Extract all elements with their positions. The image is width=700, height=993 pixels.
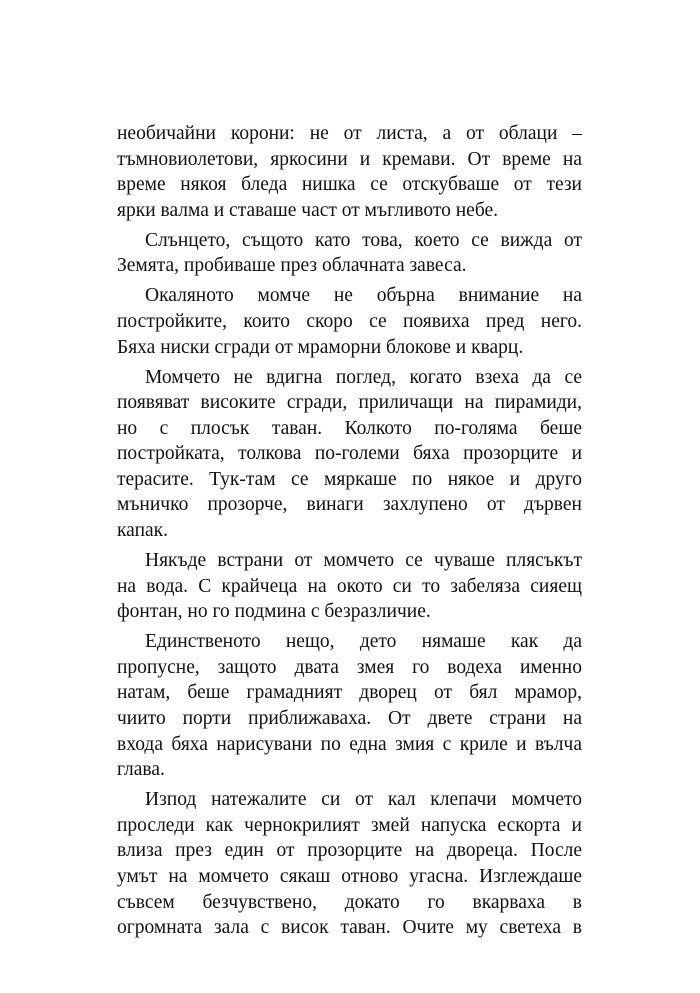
text-line: терасите. Тук-там се мяркаше по някое и друго bbox=[117, 468, 582, 490]
paragraph bbox=[117, 629, 582, 783]
paragraph bbox=[117, 283, 582, 360]
text-line: ярки валма и ставаше част от мъгливото небе. bbox=[117, 199, 499, 221]
text-line: Единственото нещо, дето нямаше как да bbox=[145, 631, 582, 653]
text-line: Някъде встрани от момчето се чуваше плясъкът bbox=[145, 550, 582, 572]
paragraph bbox=[117, 548, 582, 625]
text-line: пропусне, защото двата змея го водеха именно bbox=[117, 656, 582, 678]
text-line: време някоя бледа нишка се отскубваше от тези bbox=[117, 174, 582, 196]
paragraph bbox=[117, 121, 582, 223]
text-line: фонтан, но го подмина с безразличие. bbox=[117, 601, 431, 623]
text-line: проследи как чернокрилият змей напуска ескорта и bbox=[117, 814, 582, 836]
text-line: влиза през един от прозорците на двореца. После bbox=[117, 840, 582, 862]
text-line: капак. bbox=[117, 520, 169, 542]
text-line: тъмновиолетови, яркосини и кремави. От време на bbox=[117, 148, 582, 170]
text-line: Бяха ниски сгради от мраморни блокове и кварц. bbox=[117, 336, 524, 358]
text-line: появяват високите сгради, приличащи на пирамиди, bbox=[117, 392, 582, 414]
paragraph bbox=[117, 787, 582, 941]
text-line: чиито порти приближаваха. От двете страни на bbox=[117, 708, 582, 730]
body-text bbox=[117, 121, 582, 945]
paragraph bbox=[117, 228, 582, 279]
text-line: необичайни корони: не от листа, а от облаци – bbox=[117, 123, 582, 144]
text-line: но с плосък таван. Колкото по-голяма беше bbox=[117, 417, 582, 439]
text-line: входа бяха нарисувани по една змия с криле и вълча bbox=[117, 733, 582, 755]
text-line: постройките, които скоро се появиха пред него. bbox=[117, 310, 582, 332]
text-line: съвсем безчувствено, докато го вкарваха в bbox=[117, 891, 582, 913]
text-line: постройката, толкова по-големи бяха прозорците и bbox=[117, 443, 582, 465]
text-line: натам, беше грамадният дворец от бял мрамор, bbox=[117, 682, 582, 704]
text-line: Слънцето, същото като това, което се вижда от bbox=[145, 229, 582, 251]
paragraph bbox=[117, 365, 582, 544]
text-line: Земята, пробиваше през облачната завеса. bbox=[117, 255, 467, 277]
text-line: Изпод натежалите си от кал клепачи момчето bbox=[145, 789, 582, 811]
text-line: Момчето не вдигна поглед, когато взеха да се bbox=[145, 366, 582, 388]
text-line: умът на момчето сякаш отново угасна. Изглеждаше bbox=[117, 865, 582, 887]
text-line: Окаляното момче не обърна внимание на bbox=[145, 285, 582, 307]
text-line: огромната зала с висок таван. Очите му светеха в bbox=[117, 917, 582, 939]
text-line: мъничко прозорче, винаги захлупено от дървен bbox=[117, 494, 582, 516]
text-line: на вода. С крайчеца на окото си то забеляза сияещ bbox=[117, 575, 582, 597]
text-line: глава. bbox=[117, 759, 165, 781]
